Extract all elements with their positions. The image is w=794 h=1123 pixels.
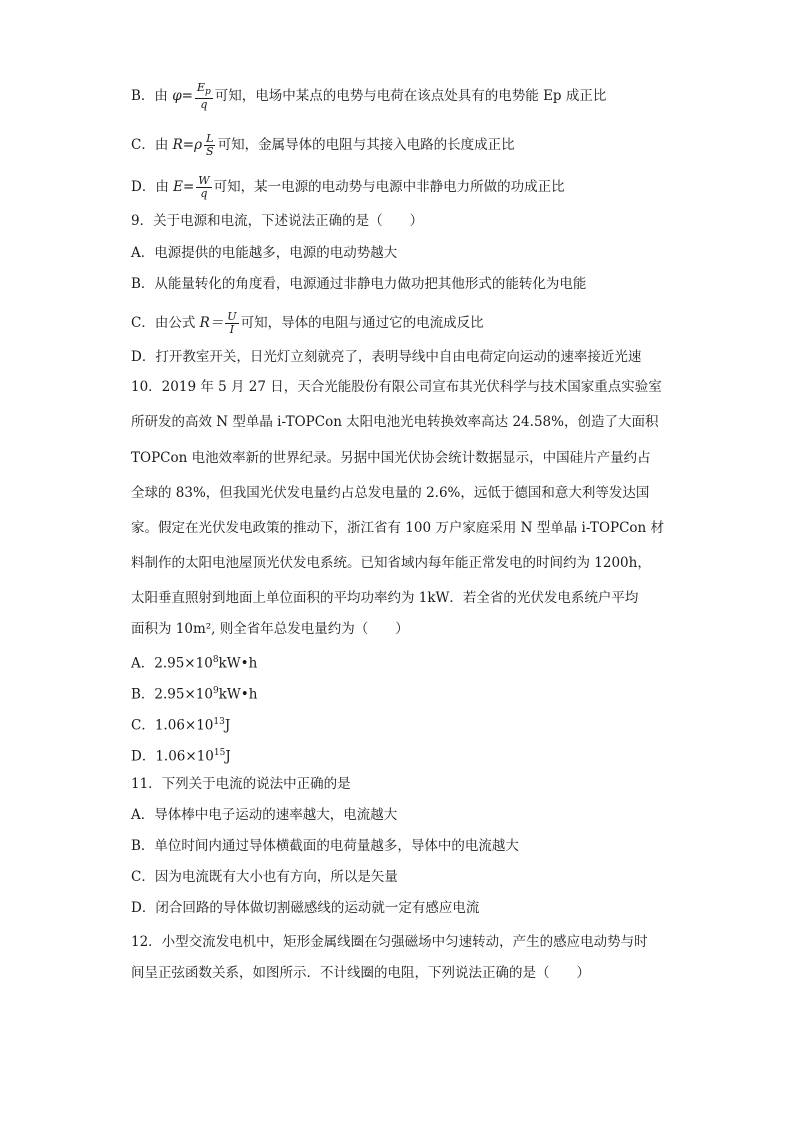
q8-option-d: D．由 E= $\frac{W}{q}$ 可知，某一电源的电动势与电源中非静电力所做的功成正比	[131, 174, 565, 200]
q11-option-c: C．因为电流既有大小也有方向，所以是矢量	[131, 869, 398, 885]
q9-option-d: D．打开教室开关，日光灯立刻就亮了，表明导线中自由电荷定向运动的速率接近光速	[131, 349, 642, 365]
q8-option-c: C．由 R=ρ $\frac{L}{S}$ 可知，金属导体的电阻与其接入电路的长度成正比	[131, 132, 515, 158]
q10-stem-line: 面积为 10m², 则全省年总发电量约为（ ）	[131, 621, 409, 637]
q10-stem-line: 10．2019 年 5 月 27 日，天合光能股份有限公司宣布其光伏科学与技术国家重点实验室	[131, 379, 662, 395]
q9-option-c: C．由公式 R＝ $\frac{U}{I}$ 可知，导体的电阻与通过它的电流成反比	[131, 310, 484, 336]
q10-option-a: A．$2.95\times 10^8kW•h$	[131, 655, 258, 672]
fraction: $\frac{E_p}{q}$	[196, 81, 211, 112]
q11-stem: 11．下列关于电流的说法中正确的是	[131, 776, 351, 792]
q8-option-b: B．由 φ= $\frac{E_p}{q}$ 可知，电场中某点的电势与电荷在该点处具有的电势能 Ep 成正比	[131, 81, 607, 112]
q10-option-b: B．$2.95\times 10^9kW•h$	[131, 686, 258, 703]
q9-stem: 9．关于电源和电流，下述说法正确的是（ ）	[131, 213, 424, 229]
q10-stem-line: 全球的 83%，但我国光伏发电量约占总发电量的 2.6%，远低于德国和意大利等发达国	[131, 485, 650, 501]
q10-stem-line: 太阳垂直照射到地面上单位面积的平均功率约为 1kW．若全省的光伏发电系统户平均	[131, 590, 639, 606]
q11-option-a: A．导体棒中电子运动的速率越大，电流越大	[131, 807, 398, 823]
q9-option-a: A．电源提供的电能越多，电源的电动势越大	[131, 245, 398, 261]
fraction: $\frac{U}{I}$	[227, 310, 237, 336]
q12-stem-line: 12．小型交流发电机中，矩形金属线圈在匀强磁场中匀速转动，产生的感应电动势与时	[131, 934, 648, 950]
q12-stem-line: 间呈正弦函数关系，如图所示．不计线圈的电阻，下列说法正确的是（ ）	[131, 965, 590, 981]
fraction: $\frac{W}{q}$	[198, 174, 210, 200]
q10-stem-line: 家。假定在光伏发电政策的推动下，浙江省有 100 万户家庭采用 N 型单晶 i-TOPCon 材	[131, 520, 665, 536]
q10-option-d: D．$1.06\times 10^{15}J$	[131, 748, 231, 765]
q10-stem-line: TOPCon 电池效率新的世界纪录。另据中国光伏协会统计数据显示，中国硅片产量约占	[131, 450, 651, 466]
q10-stem-line: 料制作的太阳电池屋顶光伏发电系统。已知省域内每年能正常发电的时间约为 1200h，	[131, 555, 651, 571]
q10-stem-line: 所研发的高效 N 型单晶 i-TOPCon 太阳电池光电转换效率高达 24.58%，创造了大面积	[131, 414, 659, 430]
q11-option-b: B．单位时间内通过导体横截面的电荷量越多，导体中的电流越大	[131, 838, 519, 854]
q10-option-c: C．$1.06\times 10^{13}J$	[131, 717, 231, 734]
q11-option-d: D．闭合回路的导体做切割磁感线的运动就一定有感应电流	[131, 900, 480, 916]
fraction: $\frac{L}{S}$	[206, 132, 214, 158]
q9-option-b: B．从能量转化的角度看，电源通过非静电力做功把其他形式的能转化为电能	[131, 276, 587, 292]
